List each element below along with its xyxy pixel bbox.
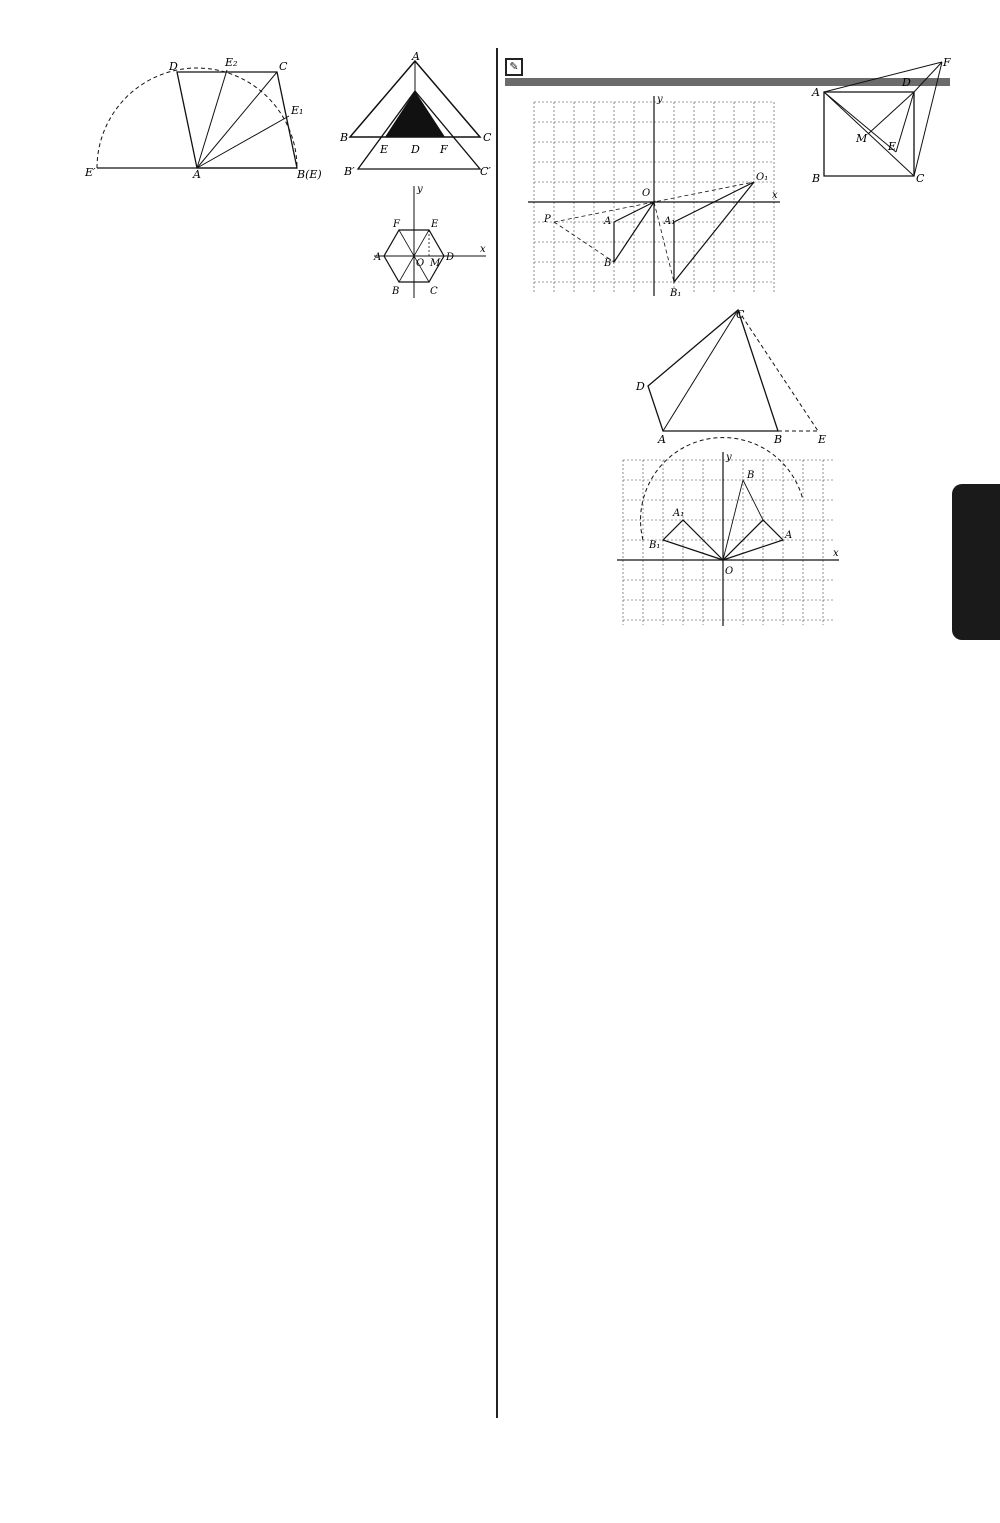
svg-text:B₁: B₁ xyxy=(648,540,660,551)
svg-text:E: E xyxy=(888,140,897,153)
svg-text:B′: B′ xyxy=(344,165,355,178)
svg-text:P: P xyxy=(543,214,551,225)
svg-text:B: B xyxy=(340,131,349,144)
pencil-icon: ✎ xyxy=(505,58,523,76)
one-question-multi-solution-heading xyxy=(505,58,802,76)
svg-text:A′: A′ xyxy=(418,81,429,94)
grid-figure-14 xyxy=(524,92,784,302)
svg-text:C: C xyxy=(483,131,492,144)
svg-text:C′: C′ xyxy=(480,165,491,178)
svg-text:E: E xyxy=(431,219,439,230)
svg-text:A: A xyxy=(412,50,420,63)
svg-text:y: y xyxy=(656,94,663,105)
svg-text:B: B xyxy=(603,258,611,269)
square-figure-11 xyxy=(810,56,950,186)
svg-text:B: B xyxy=(746,470,754,481)
svg-text:C: C xyxy=(279,60,288,73)
svg-text:C: C xyxy=(916,172,925,185)
chapter-side-tab xyxy=(952,484,1000,640)
svg-text:F: F xyxy=(393,219,400,230)
svg-text:M: M xyxy=(430,258,441,269)
hexagon-figure-10 xyxy=(370,182,490,302)
svg-text:y: y xyxy=(417,184,423,195)
svg-text:B₁: B₁ xyxy=(669,288,681,299)
left-column xyxy=(62,50,492,306)
svg-text:A: A xyxy=(812,86,820,99)
svg-text:x: x xyxy=(480,244,486,255)
quadrilateral-figure-15 xyxy=(618,306,838,446)
svg-text:A₁: A₁ xyxy=(663,216,675,227)
svg-text:B: B xyxy=(773,433,782,446)
svg-text:A: A xyxy=(374,252,382,263)
svg-text:E: E xyxy=(817,433,826,446)
svg-text:D: D xyxy=(446,252,455,263)
svg-text:M: M xyxy=(856,132,868,145)
svg-text:O₁: O₁ xyxy=(755,172,768,183)
svg-text:B: B xyxy=(812,172,821,185)
svg-text:C: C xyxy=(735,308,744,321)
svg-text:E₁: E₁ xyxy=(291,104,304,117)
svg-text:D: D xyxy=(902,76,911,89)
svg-text:x: x xyxy=(771,190,778,201)
column-divider xyxy=(496,48,498,1418)
svg-text:F: F xyxy=(943,56,951,69)
svg-text:O: O xyxy=(641,188,650,199)
triangle-figure-3 xyxy=(340,50,492,178)
svg-text:E: E xyxy=(380,143,389,156)
svg-text:E′: E′ xyxy=(85,166,96,179)
svg-text:O: O xyxy=(724,566,733,577)
svg-text:F: F xyxy=(440,143,448,156)
svg-text:A: A xyxy=(603,216,611,227)
svg-text:D: D xyxy=(169,60,178,73)
svg-text:A: A xyxy=(657,433,666,446)
svg-text:x: x xyxy=(832,548,839,559)
svg-text:A₁: A₁ xyxy=(672,508,684,519)
right-column xyxy=(505,54,950,634)
svg-text:C: C xyxy=(430,286,438,297)
svg-text:E₂: E₂ xyxy=(225,56,238,69)
svg-text:y: y xyxy=(725,452,732,463)
svg-text:D: D xyxy=(635,380,645,393)
svg-text:O: O xyxy=(416,258,425,269)
svg-text:B: B xyxy=(392,286,400,297)
svg-text:D: D xyxy=(411,143,420,156)
svg-text:B(E): B(E) xyxy=(297,168,322,181)
grid-figure-16 xyxy=(613,450,843,630)
semicircle-rhombus-figure-9 xyxy=(77,56,322,181)
svg-text:A: A xyxy=(193,168,201,181)
svg-text:A: A xyxy=(784,530,792,541)
